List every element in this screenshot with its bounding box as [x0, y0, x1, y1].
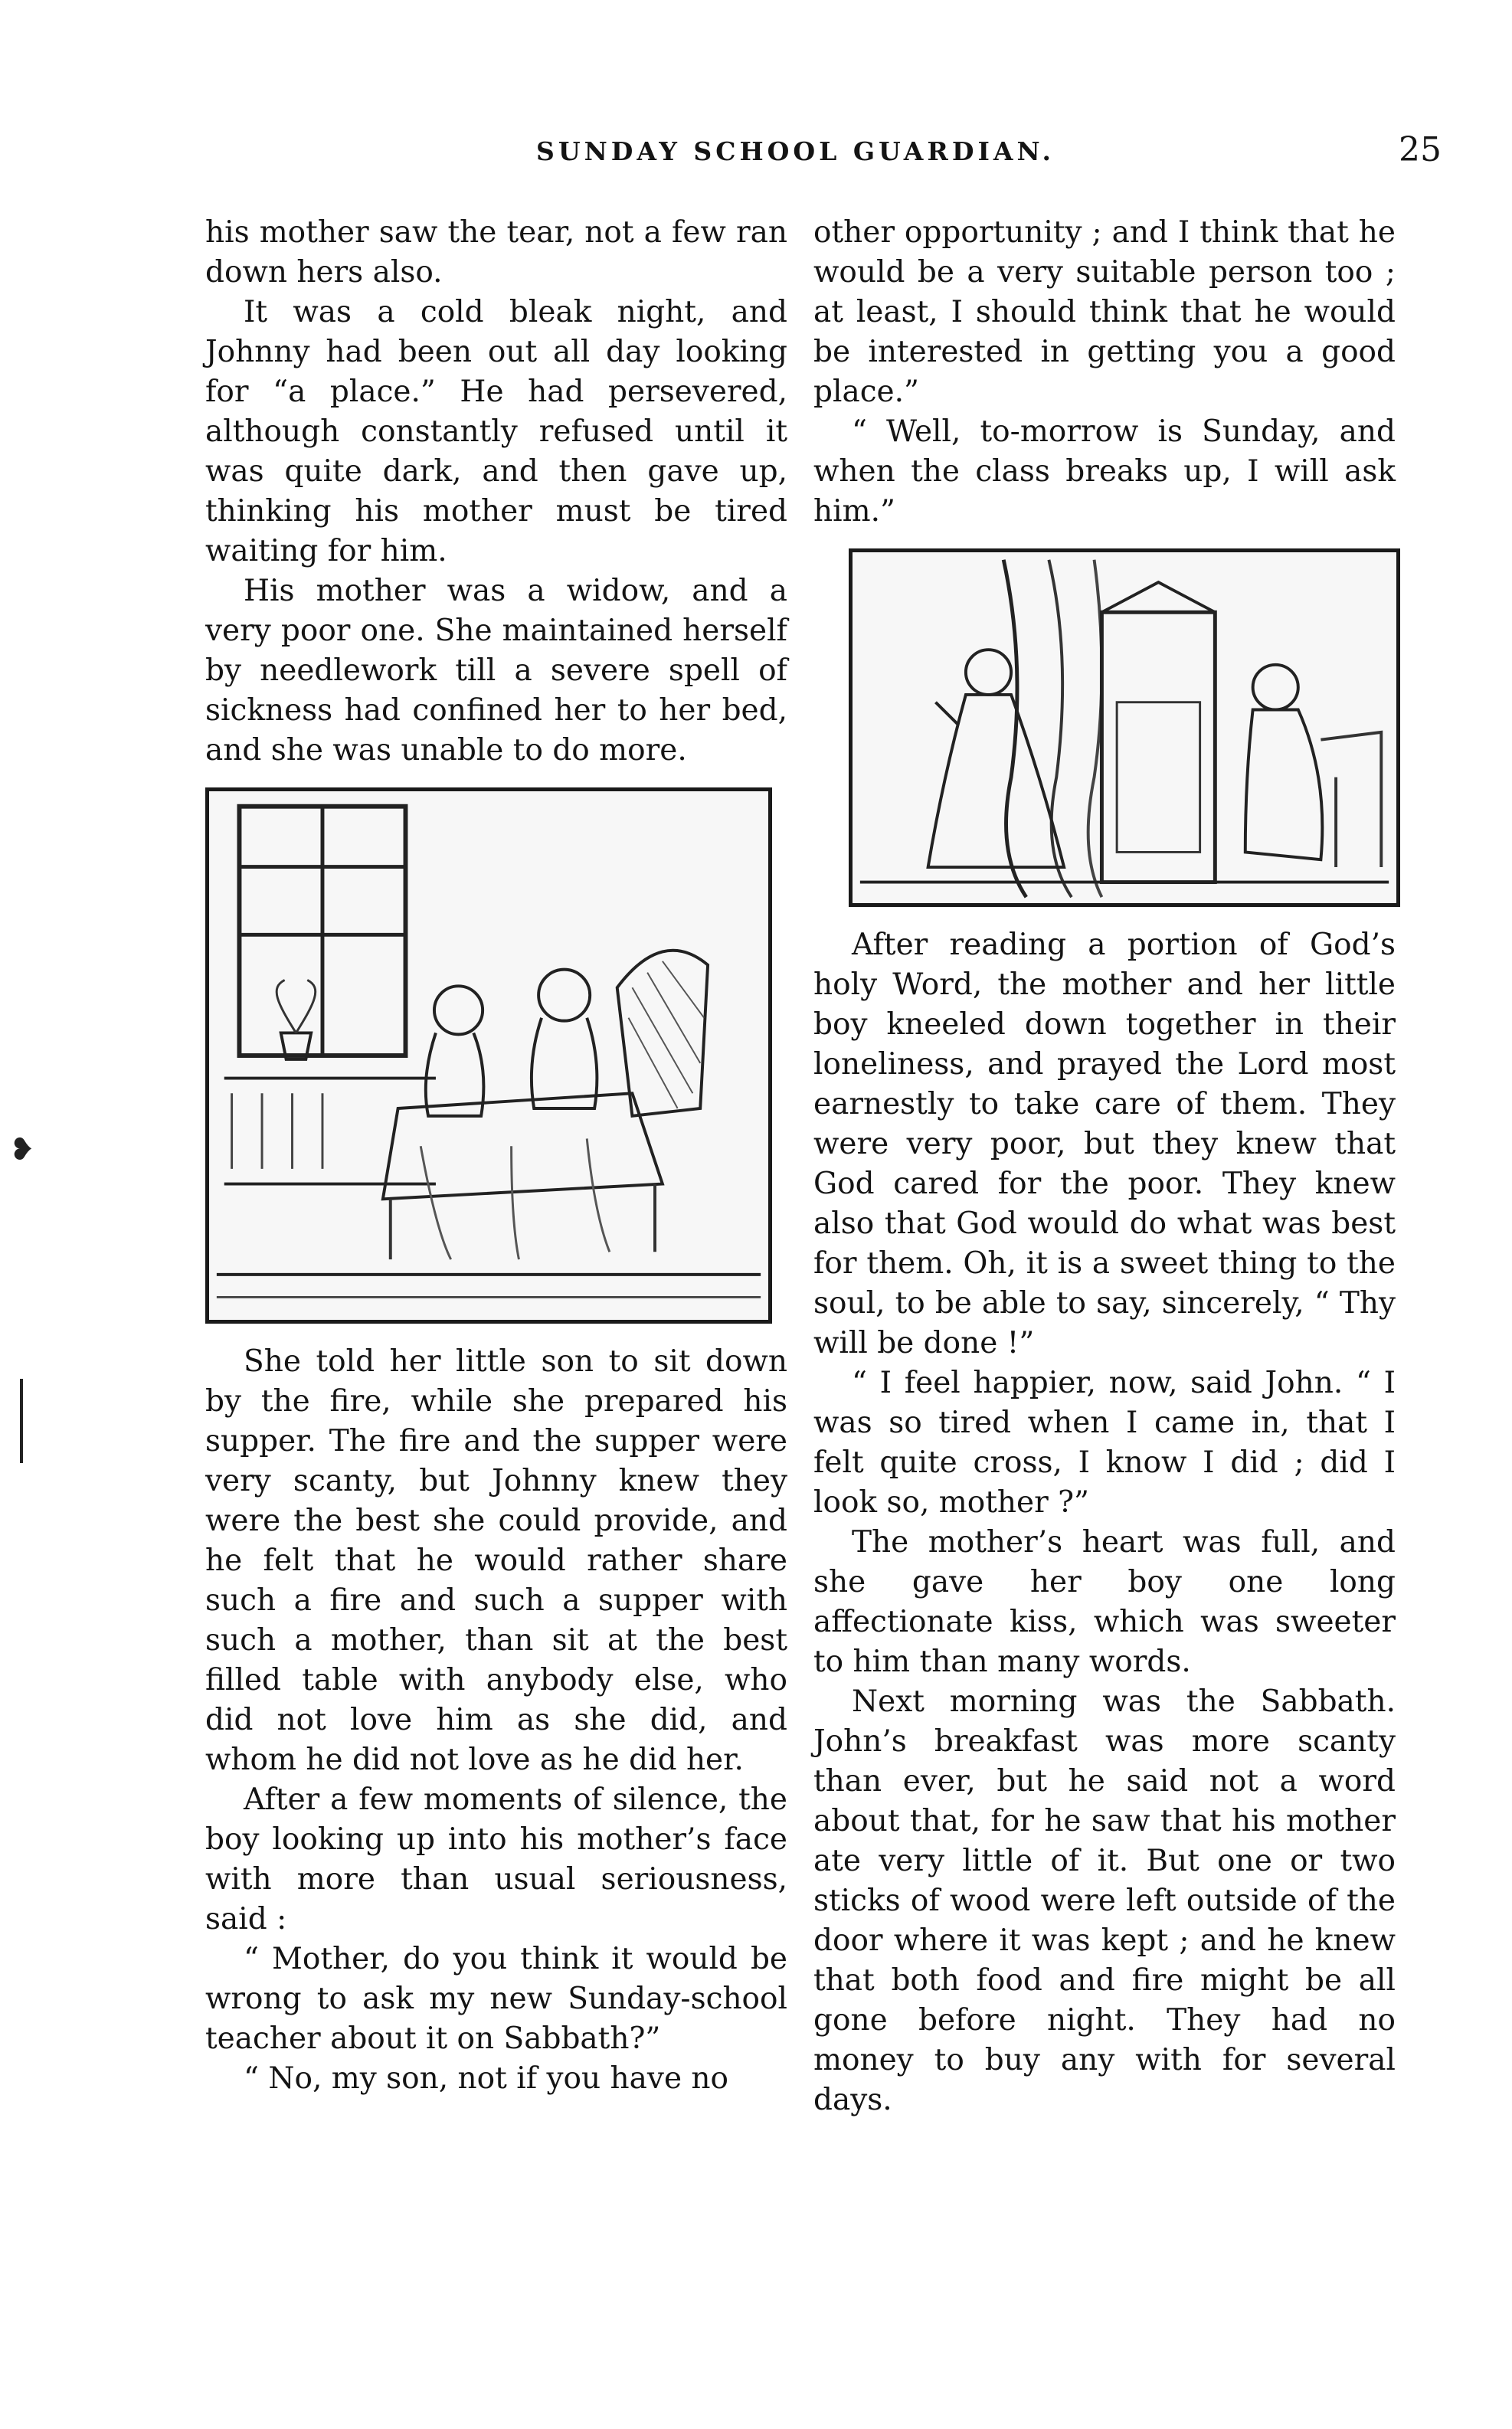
paragraph: The mother’s heart was full, and she gave her boy one long affectionate kiss, which was sweeter to him than many words.: [813, 1525, 1396, 1679]
paragraph: “ No, my son, not if you have no: [244, 2061, 729, 2096]
paragraph: After a few moments of silence, the boy looking up into his mother’s face with more than usual seriousness, said :: [205, 1782, 787, 1936]
paragraph: “ Mother, do you think it would be wrong to ask my new Sunday-school teacher about it on Sabbath?”: [205, 1942, 787, 2056]
paragraph: other opportunity ; and I think that he would be a very suitable person too ; at least, I should think that he would be interested in getting you a good place.”: [813, 215, 1396, 409]
woodcut-illustration-prayer: [849, 548, 1400, 907]
woodcut-supper-drawing: [209, 791, 768, 1320]
paragraph: She told her little son to sit down by the fire, while she prepared his supper. The fire and the supper were very scanty, but Johnny knew they were the best she could provide, and he felt that he would rather share such a fire and such a supper with such a mother, than sit at the best filled table with anybody else, who did not love him as she did, and whom he did not love as he did her.: [205, 1344, 787, 1777]
woodcut-illustration-supper: [205, 787, 772, 1324]
paragraph: “ I feel happier, now, said John. “ I was so tired when I came in, that I felt quite cross, I know I did ; did I look so, mother ?”: [813, 1366, 1396, 1520]
right-column: [813, 213, 1396, 2120]
margin-mark: ❥: [9, 1132, 35, 1167]
woodcut-prayer-drawing: [853, 552, 1396, 903]
paragraph: his mother saw the tear, not a few ran down hers also.: [205, 215, 787, 290]
page-number: 25: [1399, 130, 1442, 169]
margin-line: [20, 1379, 23, 1463]
paragraph: Next morning was the Sabbath. John’s breakfast was more scanty than ever, but he said not a word about that, for he saw that his mother ate very little of it. But one or two sticks of wood were left outside of the door where it was kept ; and he knew that both food and fire might be all gone before night. They had no money to buy any with for several days.: [813, 1684, 1396, 2117]
paragraph: It was a cold bleak night, and Johnny had been out all day looking for “a place.” He had persevered, although constantly refused until it was quite dark, and then gave up, thinking his mother must be tired waiting for him.: [205, 295, 787, 568]
paragraph: His mother was a widow, and a very poor one. She maintained herself by needlework till a severe spell of sickness had confined her to her bed, and she was unable to do more.: [205, 574, 787, 768]
paragraph: After reading a portion of God’s holy Word, the mother and her little boy kneeled down together in their loneliness, and prayed the Lord most earnestly to take care of them. They were very poor, but they knew that God cared for the poor. They knew also that God would do what was best for them. Oh, it is a sweet thing to the soul, to be able to say, sincerely, “ Thy will be done !”: [813, 928, 1396, 1360]
paragraph: “ Well, to-morrow is Sunday, and when the class breaks up, I will ask him.”: [813, 414, 1396, 529]
running-title: SUNDAY SCHOOL GUARDIAN.: [536, 136, 1055, 166]
left-column: [205, 213, 787, 2099]
